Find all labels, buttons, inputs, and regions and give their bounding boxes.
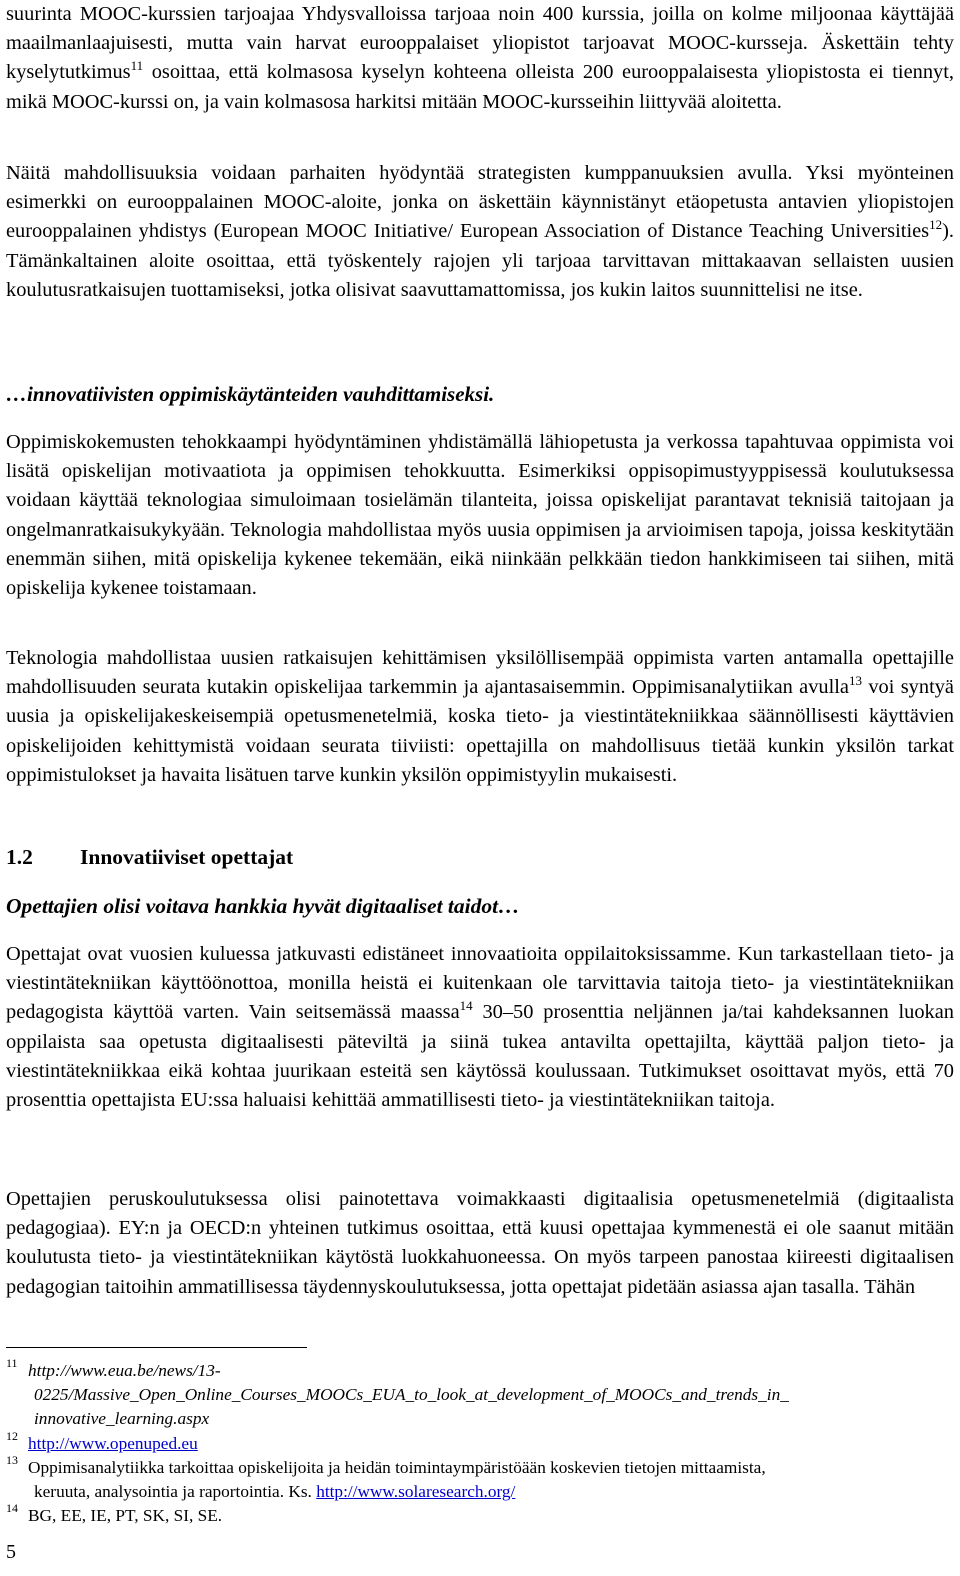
paragraph-text: voi syntyä uusia ja opiskelijakeskeisempiä opetusmenetelmiä, koska tieto- ja viestintätekniikkaa säännöllisesti käyttävien opiskelijoiden kehittymistä voidaan seurata tiiviisti: opettajilla on mahdollisuus tietää kunkin yksilön tarkat oppimistulokset ja havaita lisätuen tarve kunkin yksilön oppimistyylin mukaisesti. <box>6 676 954 786</box>
footnote-13 <box>6 1453 954 1504</box>
footnote-11 <box>6 1356 954 1431</box>
section-number: 1.2 <box>6 845 33 869</box>
footnote-mark: 13 <box>6 1453 18 1467</box>
footnote-text: Oppimisanalytiikka tarkoittaa opiskelijoita ja heidän toimintaympäristöään koskevien tietojen mittaamista, <box>28 1458 766 1477</box>
footnote-ref-11[interactable]: 11 <box>130 58 144 74</box>
footnote-link-solaresearch[interactable]: http://www.solaresearch.org/ <box>316 1482 516 1501</box>
paragraph-mooc-survey <box>6 0 954 117</box>
subheading-innovative-practices: …innovatiivisten oppimiskäytänteiden vauhdittamiseksi. <box>6 382 495 406</box>
section-title: Innovatiiviset opettajat <box>80 845 294 869</box>
paragraph-text: Opettajat ovat vuosien kuluessa jatkuvasti edistäneet innovaatioita oppilaitoksissamme. Kun tarkastellaan tieto- ja viestintätekniikan käyttöönottoa, monilla heistä ei kuitenkaan ole tarvittavia taitoja tieto- ja viestintätekniikan pedagogista käyttöä varten. Vain seitsemässä maassa <box>6 943 954 1024</box>
paragraph-teacher-skills <box>6 940 954 1115</box>
footnote-text: keruuta, analysointia ja raportointia. Ks. <box>34 1482 317 1501</box>
section-heading <box>6 842 954 872</box>
paragraph-text: ). Tämänkaltainen aloite osoittaa, että työskentely rajojen yli tarjoaa tarvittavan mittakaavan sellaisten uusien koulutusratkaisujen tuottamiseksi, jotka olisivat saavuttamattomissa, jos kukin laitos suunnittelisi ne itse. <box>6 220 954 301</box>
footnote-mark: 12 <box>6 1429 18 1443</box>
footnote-url-continued[interactable]: 0225/Massive_Open_Online_Courses_MOOCs_EUA_to_look_at_development_of_MOOCs_and_trends_in_ <box>34 1385 789 1404</box>
footnote-12 <box>6 1429 954 1456</box>
footnote-url[interactable]: http://www.eua.be/news/13- <box>28 1361 221 1380</box>
footnote-ref-13[interactable]: 13 <box>848 673 862 689</box>
paragraph-text: Näitä mahdollisuuksia voidaan parhaiten hyödyntää strategisten kumppanuuksien avulla. Yksi myönteinen esimerkki on eurooppalainen MOOC-aloite, jonka on äskettäin käynnistänyt etäopetusta antavien yliopistojen eurooppalainen yhdistys (European MOOC Initiative/ European Association of Distance Teaching Universities <box>6 162 954 243</box>
paragraph-text: osoittaa, että kolmasosa kyselyn kohteena olleista 200 eurooppalaisesta yliopistosta ei tiennyt, mikä MOOC-kurssi on, ja vain kolmasosa harkitsi mitään MOOC-kursseihin liittyvää aloitetta. <box>6 61 954 113</box>
footnote-ref-12[interactable]: 12 <box>929 217 943 233</box>
footnote-ref-14[interactable]: 14 <box>459 998 473 1014</box>
paragraph-text: 30–50 prosenttia neljännen ja/tai kahdeksannen luokan oppilaista saa opetusta digitaalisesti päteviltä ja siinä tukea antavilta opettajilta, käyttää paljon tieto- ja viestintätekniikkaa eikä kohtaa juurikaan esteitä sen käytössä koulussaan. Tutkimukset osoittavat myös, että 70 prosenttia opettajista EU:ssa haluaisi kehittää ammatillisesti tieto- ja viestintätekniikan taitoja. <box>6 1001 955 1112</box>
footnote-text: BG, EE, IE, PT, SK, SI, SE. <box>28 1506 223 1525</box>
section-subheading: Opettajien olisi voitava hankkia hyvät digitaaliset taidot… <box>6 894 520 918</box>
footnote-url-continued[interactable]: innovative_learning.aspx <box>34 1409 210 1428</box>
footnote-separator <box>6 1347 307 1348</box>
page-number: 5 <box>6 1541 16 1563</box>
paragraph-text: suurinta MOOC-kurssien tarjoajaa Yhdysvalloissa tarjoaa noin 400 kurssia, joilla on kolme miljoonaa käyttäjää maailmanlaajuisesti, mutta vain harvat eurooppalaiset yliopistot tarjoavat MOOC-kursseja. Äskettäin tehty kyselytutkimus <box>6 3 954 84</box>
paragraph-learning-experiences: Oppimiskokemusten tehokkaampi hyödyntäminen yhdistämällä lähiopetusta ja verkossa tapahtuvaa oppimista voi lisätä opiskelijan motivaatiota ja oppimisen tehokkuutta. Esimerkiksi oppisopimustyyppisessä koulutuksessa voidaan käyttää teknologiaa simuloimaan tosielämän tilanteita, joissa opiskelijat parantavat teknisiä taitojaan ja ongelmanratkaisukykyään. Teknologia mahdollistaa myös uusia oppimisen ja arvioimisen tapoja, joissa keskitytään enemmän siihen, mitä opiskelija kykenee tekemään, eikä niinkään pelkkään tiedon hankkimiseen tai siihen, mitä opiskelija kykenee toistamaan. <box>6 431 954 600</box>
paragraph-text: Teknologia mahdollistaa uusien ratkaisujen kehittämisen yksilöllisempää oppimista varten antamalla opettajille mahdollisuuden seurata kutakin opiskelijaa tarkemmin ja ajantasaisemmin. Oppimisanalytiikan avulla <box>6 647 954 699</box>
footnote-link-openuped[interactable]: http://www.openuped.eu <box>28 1434 198 1453</box>
paragraph-strategic-partnerships <box>6 159 954 305</box>
footnote-14 <box>6 1501 954 1528</box>
paragraph-teacher-training: Opettajien peruskoulutuksessa olisi painotettava voimakkaasti digitaalisia opetusmenetelmiä (digitaalista pedagogiaa). EY:n ja OECD:n yhteinen tutkimus osoittaa, että kuusi opettajaa kymmenestä ei ole saanut mitään koulutusta tieto- ja viestintätekniikan käytöstä luokkahuoneessa. On myös tarpeen panostaa kiireesti digitaalisen pedagogian taitoihin ammatillisessa täydennyskoulutuksessa, jotta opettajat pidetään asiassa ajan tasalla. Tähän <box>6 1188 954 1298</box>
footnote-mark: 11 <box>6 1356 18 1370</box>
footnote-mark: 14 <box>6 1501 18 1515</box>
paragraph-learning-analytics <box>6 644 954 790</box>
